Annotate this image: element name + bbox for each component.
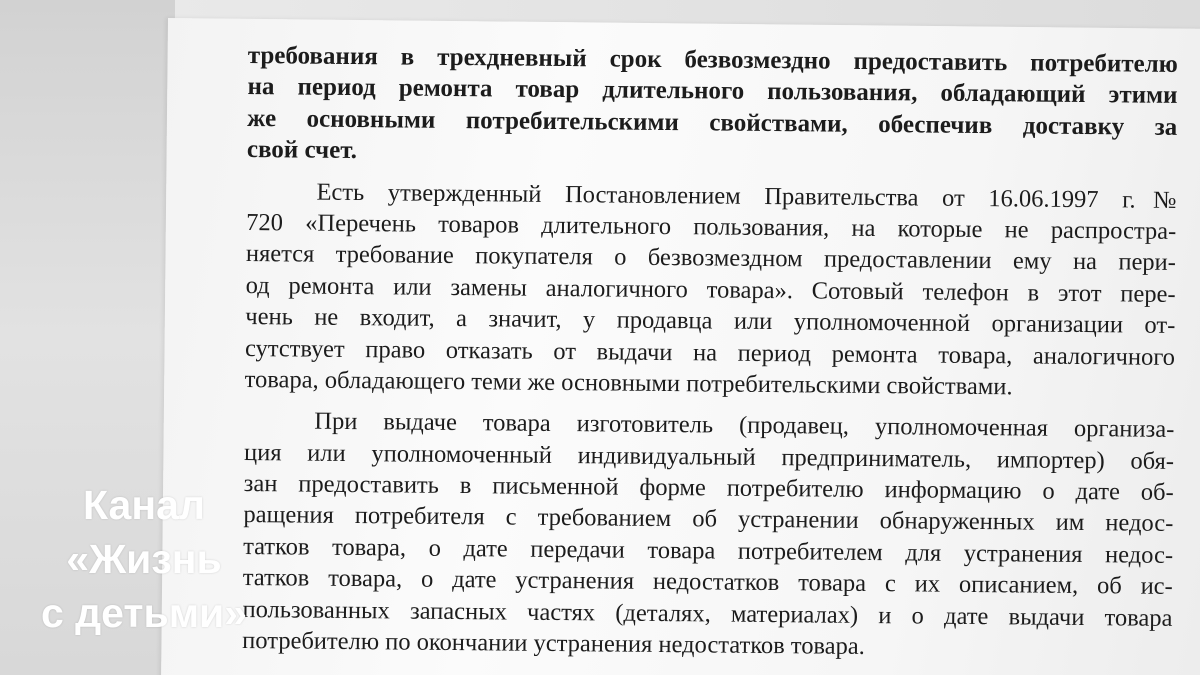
bold-line: на период ремонта товар длительного пользования, обладающий этими	[247, 73, 1178, 110]
document-text	[242, 40, 1178, 665]
watermark-line: Канал	[83, 482, 205, 528]
paragraph-line: татков товара, о дате устранения недостатков товара с их описанием, об ис-	[242, 564, 1173, 601]
paragraph-line: ращения потребителя с требованием об устранении обнаруженных им недос-	[243, 501, 1174, 538]
bold-line: свой счет.	[246, 136, 358, 165]
watermark-line: «Жизнь	[66, 536, 222, 582]
paragraph-line: чень не входит, а значит, у продавца или уполномоченной организации от-	[245, 303, 1176, 340]
bold-line: же основными потребительскими свойствами, обеспечив доставку за	[247, 104, 1178, 141]
paragraph-line: зан предоставить в письменной форме потребителю информацию о дате об-	[243, 470, 1174, 506]
paragraph-line: сутствует право отказать от выдачи на период ремонта товара, аналогичного	[244, 334, 1176, 371]
paragraph-line: 720 «Перечень товаров длительного пользования, на которые не распростра-	[246, 208, 1177, 245]
paragraph-line: пользованных запасных частях (деталях, материалах) и о дате выдачи товара	[242, 595, 1173, 632]
paragraph-line: ция или уполномоченный индивидуальный предприниматель, импортер) обя-	[243, 438, 1175, 475]
paragraph-line: од ремонта или замены аналогичного товара». Сотовый телефон в этот пере-	[245, 271, 1176, 308]
paragraph-line: При выдаче товара изготовитель (продавец, уполномоченная организа-	[314, 407, 1175, 444]
bold-line: требования в трехдневный срок безвозмездно предоставить потребителю	[247, 41, 1178, 78]
paragraph-line: потребителю по окончании устранения недостатков товара.	[242, 627, 866, 660]
watermark-line: с детьми»	[40, 590, 248, 636]
paragraph-line: татков товара, о дате передачи товара потребителем для устранения недос-	[243, 532, 1174, 569]
paragraph-line: товара, обладающего теми же основными потребительскими свойствами.	[244, 365, 1013, 401]
paragraph-line: Есть утвержденный Постановлением Правительства от 16.06.1997 г.№	[316, 178, 1177, 214]
channel-watermark	[14, 478, 274, 640]
paragraph-line: няется требование покупателя о безвозмездном предоставлении ему на пери-	[245, 240, 1177, 277]
